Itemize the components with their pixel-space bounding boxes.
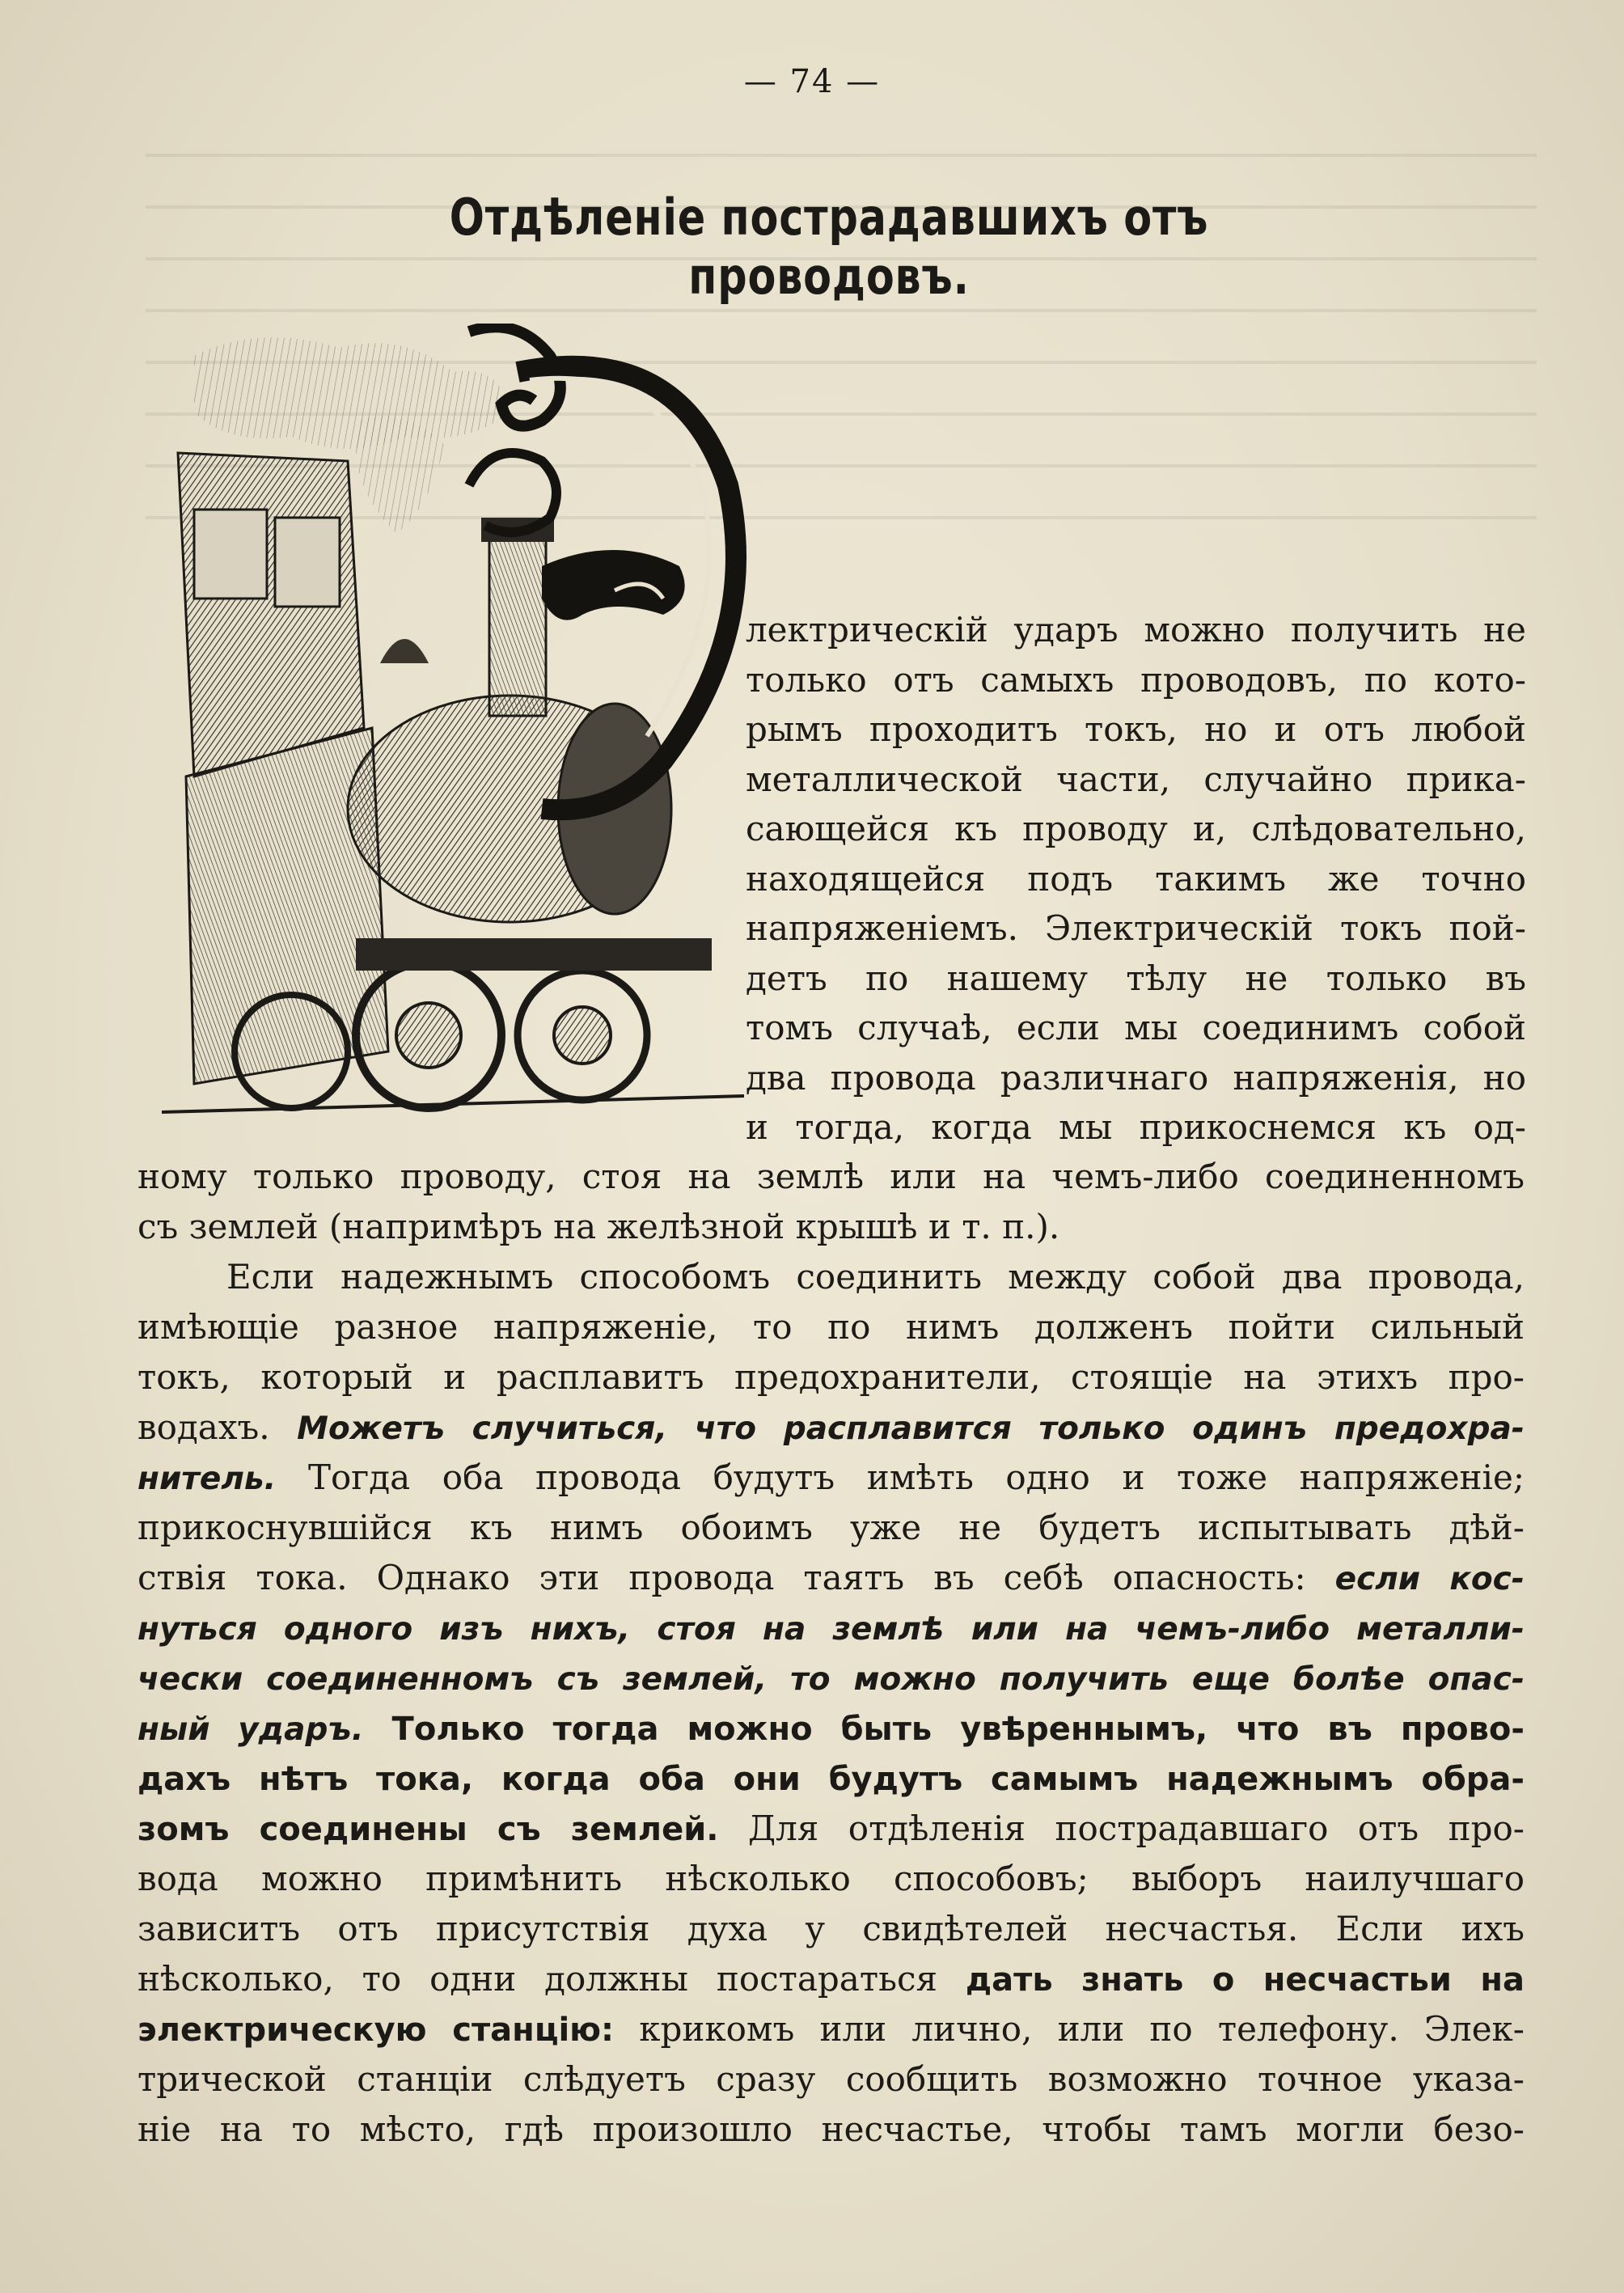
section-heading: Отдѣленіе пострадавшихъ отъ проводовъ.	[449, 188, 1209, 306]
text-line: рымъ проходитъ токъ, но и отъ любой	[746, 709, 1526, 749]
emphasis-bold-run: дахъ нѣтъ тока, когда оба они будутъ самымъ надежнымъ обра-	[137, 1761, 1525, 1798]
emphasis-italic-run: если кос-	[1334, 1561, 1525, 1597]
text-line: детъ по нашему тѣлу не только въ	[746, 958, 1526, 998]
text-line	[137, 1854, 1525, 1904]
text-line	[137, 1402, 1525, 1453]
text-run: вода можно примѣнить нѣсколько способовъ; выборъ наилучшаго	[137, 1859, 1525, 1898]
text-line	[137, 2105, 1525, 2155]
text-run: зависитъ отъ присутствія духа у свидѣтелей несчастья. Если ихъ	[137, 1909, 1525, 1948]
text-line	[137, 1754, 1525, 1804]
emphasis-italic-run: ный ударъ.	[137, 1711, 364, 1748]
text-run: крикомъ или лично, или по телефону. Элек-	[614, 2009, 1525, 2049]
text-line	[137, 1553, 1525, 1603]
emphasis-italic-run: нитель.	[137, 1461, 277, 1497]
text-line	[137, 1904, 1525, 1954]
text-line	[137, 1653, 1525, 1703]
text-run: ному только проводу, стоя на землѣ или на чемъ-либо соединенномъ	[137, 1157, 1525, 1196]
text-run: нѣсколько, то одни должны постараться	[137, 1959, 966, 1999]
text-line: металлической части, случайно прика-	[746, 759, 1526, 799]
text-line: сающейся къ проводу и, слѣдовательно,	[746, 809, 1526, 848]
text-line	[137, 1603, 1525, 1653]
emphasis-bold-run: электрическую станцію:	[137, 2012, 615, 2049]
text-run: Тогда оба провода будутъ имѣть одно и тоже напряженіе;	[276, 1457, 1525, 1497]
text-line: и тогда, когда мы прикоснемся къ од-	[746, 1107, 1526, 1147]
main-text	[137, 1152, 1525, 2155]
text-line	[137, 1202, 1525, 1252]
text-line	[137, 1954, 1525, 2004]
text-run: водахъ.	[137, 1407, 298, 1447]
text-line: два провода различнаго напряженія, но	[746, 1057, 1526, 1098]
text-run: прикоснувшійся къ нимъ обоимъ уже не будетъ испытывать дѣй-	[137, 1508, 1525, 1547]
text-run: ніе на то мѣсто, гдѣ произошло несчастье, чтобы тамъ могли безо-	[137, 2109, 1525, 2149]
text-line: лектрическій ударъ можно получить не	[746, 610, 1526, 649]
text-line: напряженіемъ. Электрическій токъ пой-	[746, 908, 1526, 948]
text-run: Если надежнымъ способомъ соединить между собой два провода,	[226, 1257, 1525, 1297]
text-run: ствія тока. Однако эти провода таятъ въ себѣ опасность:	[137, 1558, 1335, 1597]
text-run: съ землей (напримѣръ на желѣзной крышѣ и т. п.).	[137, 1207, 1060, 1246]
text-line: томъ случаѣ, если мы соединимъ собой	[746, 1008, 1526, 1047]
text-run: Для отдѣленія пострадавшаго отъ про-	[718, 1809, 1525, 1848]
emphasis-bold-run: зомъ соединены съ землей.	[137, 1811, 719, 1848]
emphasis-italic-run: нуться одного изъ нихъ, стоя на землѣ или на чемъ-либо металли-	[137, 1611, 1525, 1648]
paragraph-1-wrapped-lines	[746, 605, 1526, 1153]
text-line: только отъ самыхъ проводовъ, по кото-	[746, 659, 1526, 700]
emphasis-italic-run: Можетъ случиться, что расплавится только одинъ предохра-	[297, 1411, 1525, 1447]
text-line	[137, 1152, 1525, 1202]
emphasis-bold-run: Только тогда можно быть увѣреннымъ, что въ прово-	[363, 1711, 1525, 1748]
text-line: находящейся подъ такимъ же точно	[746, 858, 1526, 899]
emphasis-bold-run: дать знать о несчастьи на	[965, 1961, 1525, 1999]
text-line	[137, 1453, 1525, 1503]
locomotive-illustration	[162, 324, 760, 1124]
text-line	[137, 1804, 1525, 1854]
text-run: токъ, который и расплавитъ предохранители, стоящіе на этихъ про-	[137, 1357, 1525, 1397]
text-line	[137, 2054, 1525, 2105]
text-run: трической станціи слѣдуетъ сразу сообщить возможно точное указа-	[137, 2059, 1525, 2099]
text-line	[137, 1352, 1525, 1402]
text-line	[137, 1252, 1525, 1302]
text-line	[137, 1703, 1525, 1754]
page-number: — 74 —	[743, 63, 881, 100]
text-line	[137, 2004, 1525, 2054]
text-line	[137, 1302, 1525, 1352]
emphasis-italic-run: чески соединенномъ съ землей, то можно получить еще болѣе опас-	[137, 1661, 1525, 1698]
text-line	[137, 1503, 1525, 1553]
text-run: имѣющіе разное напряженіе, то по нимъ долженъ пойти сильный	[137, 1307, 1525, 1347]
